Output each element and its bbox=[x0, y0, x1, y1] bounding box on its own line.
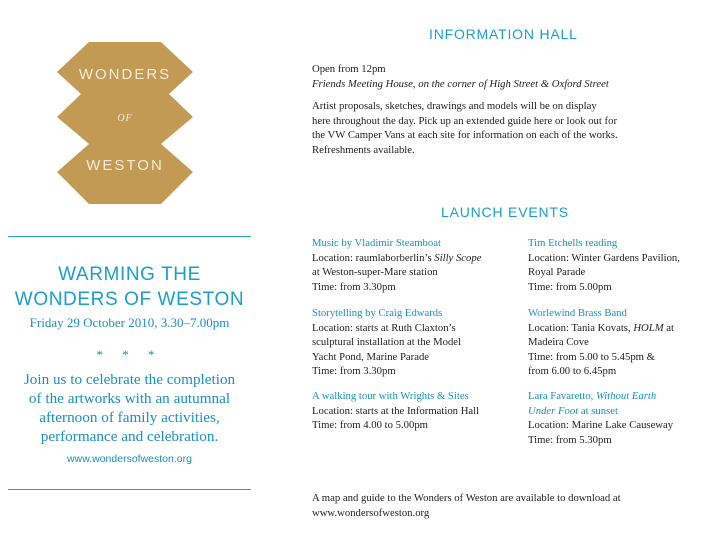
logo-word-weston: WESTON bbox=[86, 157, 164, 174]
event-time: from 6.00 to 6.45pm bbox=[528, 365, 617, 378]
event-title: Music by Vladimir Steamboat bbox=[312, 237, 441, 249]
event-title: A walking tour with Wrights & Sites bbox=[312, 390, 469, 402]
location-text: Location: raumlaborberlin’s bbox=[312, 251, 435, 264]
location-artwork: HOLM bbox=[633, 321, 664, 334]
invitation-text bbox=[8, 370, 251, 446]
title-artwork: Under Foot bbox=[528, 404, 579, 417]
event-location-line: sculptural installation at the Model bbox=[312, 336, 461, 349]
event-location-line: Location: Winter Gardens Pavilion, bbox=[528, 251, 680, 264]
body-line: here throughout the day. Pick up an extended guide here or look out for bbox=[312, 114, 617, 127]
event-location-line: at Weston-super-Mare station bbox=[312, 266, 438, 279]
event-music bbox=[312, 236, 481, 294]
information-hall-body bbox=[312, 99, 618, 157]
title-text: Lara Favaretto, bbox=[528, 390, 596, 402]
event-location bbox=[528, 321, 674, 336]
headline-line: WONDERS OF WESTON bbox=[14, 289, 245, 310]
event-title: Worlewind Brass Band bbox=[528, 307, 627, 319]
event-time: Time: from 5.30pm bbox=[528, 433, 612, 446]
headline bbox=[8, 262, 251, 312]
event-time: Time: from 3.30pm bbox=[312, 280, 396, 293]
event-title-line2 bbox=[528, 404, 673, 419]
stars-divider: * * * bbox=[96, 347, 163, 362]
event-location-line: Madeira Cove bbox=[528, 336, 589, 349]
footer-note bbox=[312, 491, 621, 520]
event-storytelling bbox=[312, 306, 461, 379]
event-title bbox=[528, 389, 673, 404]
body-line: Artist proposals, sketches, drawings and models will be on display bbox=[312, 100, 597, 112]
invite-line: of the artworks with an autumnal bbox=[28, 390, 231, 407]
location-text: at bbox=[663, 321, 674, 334]
wonders-of-weston-logo bbox=[57, 42, 193, 204]
event-lara-favaretto bbox=[528, 389, 673, 447]
event-title: Storytelling by Craig Edwards bbox=[312, 307, 443, 319]
body-line: Refreshments available. bbox=[312, 143, 415, 156]
title-text: at sunset bbox=[578, 404, 618, 417]
launch-events-title: LAUNCH EVENTS bbox=[441, 204, 569, 220]
footer-line: A map and guide to the Wonders of Weston are available to download at bbox=[312, 492, 621, 504]
event-title: Tim Etchells reading bbox=[528, 237, 618, 249]
bottom-divider bbox=[8, 489, 251, 490]
location-artwork: Silly Scope bbox=[434, 251, 482, 264]
event-tim-etchells bbox=[528, 236, 680, 294]
event-time: Time: from 3.30pm bbox=[312, 365, 396, 378]
invite-line: Join us to celebrate the completion bbox=[23, 371, 236, 388]
information-hall-title: INFORMATION HALL bbox=[429, 26, 578, 42]
event-brass-band bbox=[528, 306, 674, 379]
invite-line: performance and celebration. bbox=[40, 428, 219, 445]
location-text: Location: Tania Kovats, bbox=[528, 321, 634, 334]
headline-line: WARMING THE bbox=[58, 264, 201, 285]
title-artwork: Without Earth bbox=[595, 390, 657, 402]
body-line: the VW Camper Vans at each site for information on each of the works. bbox=[312, 129, 618, 142]
logo-word-wonders: WONDERS bbox=[78, 66, 172, 83]
information-hall-open bbox=[312, 62, 609, 91]
event-walking-tour bbox=[312, 389, 479, 433]
footer-link[interactable]: www.wondersofweston.org bbox=[312, 506, 430, 519]
event-time: Time: from 5.00pm bbox=[528, 280, 612, 293]
venue: Friends Meeting House, on the corner of High Street & Oxford Street bbox=[312, 77, 609, 90]
event-location-line: Location: starts at the Information Hall bbox=[312, 404, 480, 417]
event-location-line: Yacht Pond, Marine Parade bbox=[312, 350, 430, 363]
logo-word-of: OF bbox=[117, 113, 133, 124]
event-location-line: Location: starts at Ruth Claxton’s bbox=[312, 321, 456, 334]
event-time: Time: from 4.00 to 5.00pm bbox=[312, 419, 428, 432]
top-divider bbox=[8, 236, 251, 237]
event-location bbox=[312, 251, 481, 266]
invite-line: afternoon of family activities, bbox=[39, 409, 220, 426]
event-location-line: Royal Parade bbox=[528, 266, 586, 279]
event-date: Friday 29 October 2010, 3.30–7.00pm bbox=[29, 315, 230, 330]
website-link[interactable]: www.wondersofweston.org bbox=[67, 453, 192, 465]
event-location-line: Location: Marine Lake Causeway bbox=[528, 419, 674, 432]
event-time: Time: from 5.00 to 5.45pm & bbox=[528, 350, 655, 363]
open-time: Open from 12pm bbox=[312, 63, 386, 75]
